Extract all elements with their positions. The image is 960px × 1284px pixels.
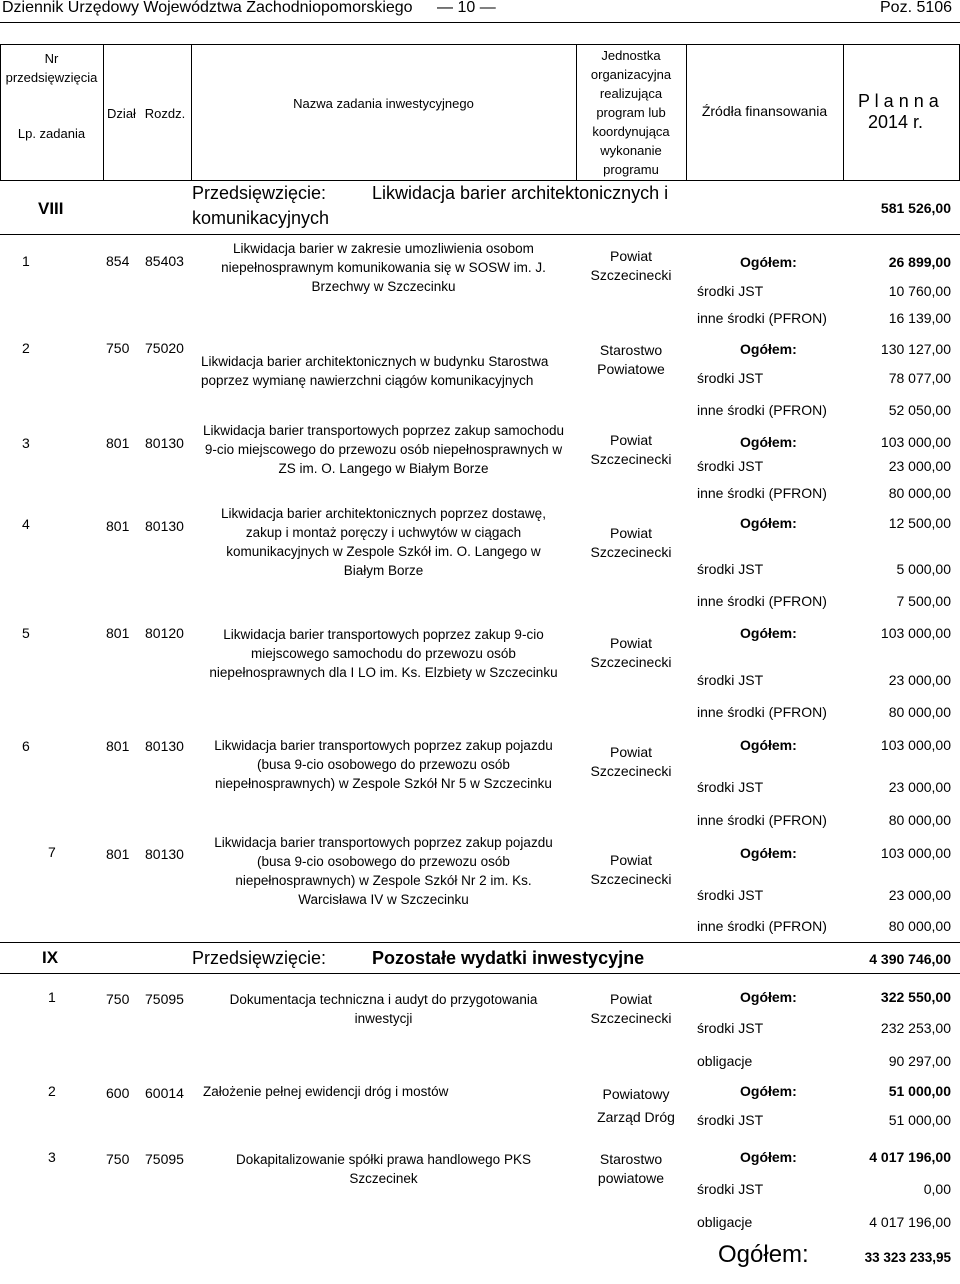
section-title: Likwidacja barier architektonicznych i (372, 183, 669, 203)
grand-total-value: 33 323 233,95 (864, 1250, 951, 1265)
section-total: 581 526,00 (880, 200, 951, 216)
section-total: 4 390 746,00 (869, 951, 951, 967)
section-label: Przedsięwzięcie: (192, 948, 327, 968)
section-rule (0, 942, 960, 943)
position-number: Poz. 5106 (880, 0, 953, 16)
col-header-name: Nazwa zadania inwestycyjnego (293, 96, 474, 111)
col-header-sources: Źródła finansowania (701, 103, 828, 119)
page-number: — 10 — (437, 0, 496, 16)
journal-title: Dziennik Urzędowy Województwa Zachodniopomorskiego (2, 0, 413, 16)
table-header-bottom-border (0, 180, 960, 181)
col-header-rozdz: Rozdz. (144, 106, 186, 121)
col-header-dzial: Dział (107, 106, 136, 121)
section-number: VIII (38, 199, 64, 218)
grand-total-label: Ogółem: (718, 1241, 809, 1268)
col-border (843, 44, 844, 180)
section-rule (0, 973, 960, 974)
section-title-cont: komunikacyjnych (192, 208, 330, 228)
section-title: Pozostałe wydatki inwestycyjne (372, 948, 645, 968)
header-rule (0, 22, 960, 23)
table-top-border (0, 44, 960, 45)
section-label: Przedsięwzięcie: (192, 183, 327, 203)
section-rule (0, 234, 960, 235)
section-number: IX (42, 948, 59, 967)
